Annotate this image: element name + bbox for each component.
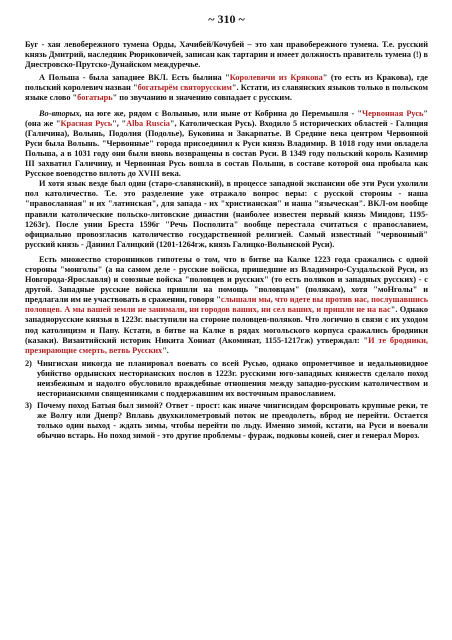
- list-item-text: Чингисхан никогда не планировал воевать со всей Русью, однако опрометчивое и недальновидное убийство ордынских несторианских послов в 1223г. русскими юго-западных княжеств сделало поход неизбежным и надолго обусловило враждебные отношения между западно-русским католичеством и несторианскими священниками с поддержавшим их восточным православием.: [37, 358, 428, 399]
- text-run: " (то есть из Кракова), где польский королевич назван ": [25, 73, 428, 93]
- paragraph-poland: [25, 73, 428, 103]
- page-number: ~ 310 ~: [208, 12, 245, 26]
- highlight-bylina-title: Королевичи из Крякова: [229, 73, 323, 83]
- numbered-list: [25, 359, 428, 442]
- text-run: ". Однако западнорусские князья в 1223г. выступили на стороне половцев-поляков. Что логично в связи с их уходом под католицизм и Папу. Кстати, в битве на Калке в рядах могольского корпуса сражались бродники (казаки). Византийский историк Никита Хониат (Акоминат, 1155-1217гж) утверждал: ": [25, 305, 428, 345]
- paragraph-kalka-battle: [25, 255, 428, 356]
- paragraph-text: И хотя язык везде был один (старо-славянский), в процессе западной экспансии обе эти Руси ухолили пол католичество. Т.е. это разделение уже отражало вопрос веры: с русской стороны - наша "православная" и их "латинская", для запада - их "христианская" и наша "языческая". ВКЛ-ом вообще правили католические польско-литовские династии (наиболее известен первый князь Миндовг, 1195-1263г). После унии Бреста 1596г "Речь Посполита" вообще перестала считаться с православием, официально провозгласив католичество государственной религией. Самый известный "червонный" русский князь - Даниил Галицкий (1201-1264гж, князь Галицко-Волынской Руси).: [25, 179, 428, 249]
- text-run: на юге же, рядом с Волынью, или ныне от Кобрина до Перемышля - ": [81, 108, 363, 118]
- highlight-bogatyr-svyatorussky: богатырём святорусским: [137, 83, 232, 93]
- text-run: " (она же ": [25, 108, 428, 128]
- lead-word-secondly: Во-вторых,: [39, 108, 82, 118]
- text-run: ".: [162, 345, 169, 355]
- paragraph-red-rus: [25, 109, 428, 180]
- highlight-bogatyr: богатырь: [77, 93, 113, 103]
- list-item-number: 2): [25, 358, 32, 368]
- text-run: ". Кстати, из славянских языков только в польском языке слово ": [25, 83, 428, 103]
- text-run: ", Католическая Русь). Входило 5 исторических областей - Галиция (Галичина), Волынь, Подолия (Подолье), Буковина и Закарпатье. В Средние века центром Червонной Руси была Волынь. "Червонные" города присоединил к Руси князь Владимир. В 1018 году ими овладела Польша, а в 1031 году они были вновь возвращены в состав Руси. В 1349 году польский король Казимир III захватил Галичину, и Червонная Русь вошла в состав Польши, в составе которой она пробыла как Русское воеводство вплоть до XVIII века.: [25, 118, 428, 179]
- text-run: А Польша - была западнее ВКЛ. Есть былина ": [39, 73, 230, 83]
- highlight-mongol-quote: слышали мы, что идете вы против нас, послушавшись половцев. А мы вашей земли не занимали, ни городов ваших, ни сел ваших, и пришли не на вас: [25, 295, 429, 315]
- list-item-text: Почему поход Батыя был зимой? Ответ - прост: как иначе чингисидам форсировать крупные реки, те же Волгу или Днепр? Вплавь двухкилометровый поток не преодолеть, вброд не перейти. Остается только один выход - ждать зимы, чтобы перейти по льду. Именно зимой, кстати, на Руси и воевали обычно встарь. Но поход зимой - это другие проблемы - фураж, подковы коней, снег и генерал Мороз.: [37, 401, 428, 441]
- highlight-krasnaya-rus: Красная Русь: [60, 118, 113, 128]
- highlight-alba-ruscia: Alba Ruscia: [126, 118, 170, 128]
- paragraph-language-faith: [25, 179, 428, 250]
- list-item-number: 3): [25, 401, 32, 411]
- paragraph-text: Буг - хан левобережного тумена Орды, Хачибей/Кочубей – это хан правобережного тумена. Т.е. русский князь Дмитрий, наследник Рюриковичей, записан как тартарин и имеет должность правитель тумена (!) в Днестровско-Прутско-Дунайском междуречье.: [25, 40, 428, 70]
- paragraph-tumen-khans: [25, 40, 428, 70]
- text-run: Есть множество сторонников гипотезы о том, что в битве на Калке 1223 года сражались с одной стороны "монголы" (а на самом деле - русские войска, пришедшие из Владимиро-Суздальской Руси, из Новгорода-Ярославля) и союзные войска "половцев и русских" (то есть поляков и западных русских) - с другой. Западные русские войска пришли на помощь "половцам" (полякам), хотя "моНголы" и предлагали им не участвовать в сражении, говоря ": [25, 254, 428, 305]
- highlight-chervonnaya-rus: Червонная Русь: [362, 108, 424, 118]
- highlight-choniates-quote: И те бродники, презирающие смерть, ветвь Русских: [25, 335, 428, 355]
- text-run: ", ": [112, 118, 127, 128]
- list-item: [25, 401, 428, 441]
- list-item: [25, 359, 428, 399]
- text-run: " по звучанию и значению совпадает с русским.: [112, 93, 292, 103]
